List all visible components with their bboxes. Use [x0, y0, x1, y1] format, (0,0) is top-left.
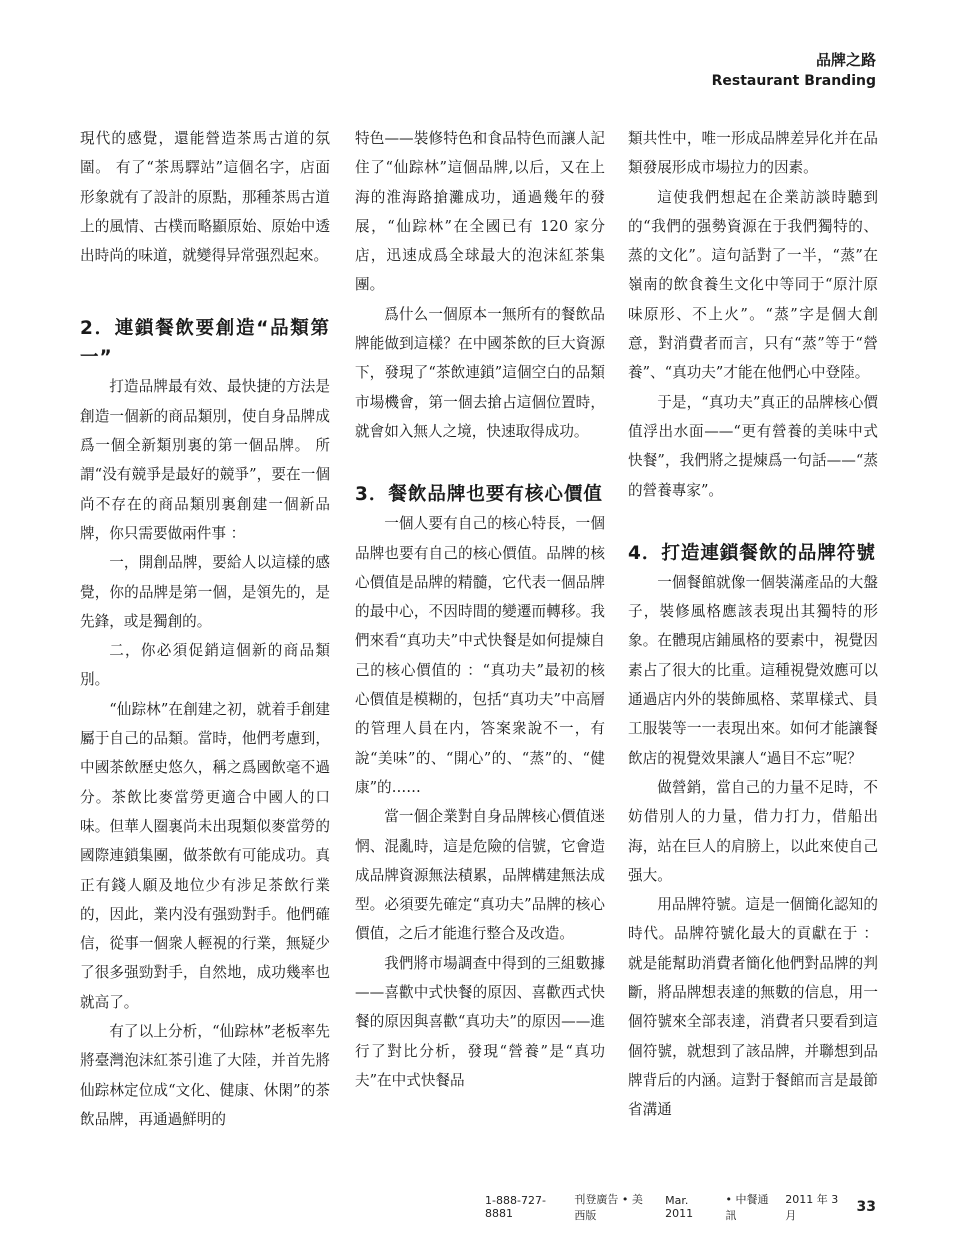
paragraph: 一個餐館就像一個裝滿產品的大盤子，裝修風格應該表現出其獨特的形象。在體現店鋪風格的要素中，視覺因素占了很大的比重。這種視覺效應可以通過店内外的裝飾風格、菜單樣式、員工服裝等一一表現出來。如何才能讓餐飲店的視覺效果讓人“過目不忘”呢？ [628, 573, 878, 767]
paragraph: 現代的感覺，還能營造茶馬古道的氛圍。 有了“茶馬驛站”這個名字，店面形象就有了設計的原點，那種茶馬古道上的風情、古樸而略顯原始、原始中透出時尚的味道，就變得异常强烈起來。 [80, 130, 330, 265]
paragraph: 一，開創品牌，要給人以這樣的感覺，你的品牌是第一個，是領先的，是先鋒，或是獨創的。 [80, 554, 330, 630]
paragraph: 于是，“真功夫”真正的品牌核心價值浮出水面——“更有營養的美味中式快餐”，我們將之提煉爲一句話——“蒸的營養專家”。 [628, 393, 878, 499]
paragraph: 特色——裝修特色和食品特色而讓人記住了“仙踪林”這個品牌,以后，又在上海的淮海路搶灘成功，通過幾年的發展，“仙踪林”在全國已有 120 家分店，迅速成爲全球最大的泡沫紅茶集團。 [355, 130, 605, 294]
paragraph: “仙踪林”在創建之初，就着手創建屬于自己的品類。當時，他們考慮到，中國茶飲歷史悠久，稱之爲國飲毫不過分。茶飲比麥當勞更適合中國人的口味。但華人圈裏尚未出現類似麥當勞的國際連鎖集團，做茶飲有可能成功。真正有錢人願及地位少有涉足茶飲行業的，因此，業内没有强勁對手。他們確信，從事一個衆人輕視的行業，無疑少了很多强勁對手，自然地，成功幾率也就高了。 [80, 700, 330, 1011]
section-heading: 4．打造連鎖餐飲的品牌符號 [628, 542, 876, 564]
footer-phone: 1-888-727-8881 [485, 1194, 546, 1220]
paragraph: 打造品牌最有效、最快捷的方法是創造一個新的商品類別，使自身品牌成爲一個全新類別裏的第一個品牌。 所謂“没有競爭是最好的競爭”，要在一個尚不存在的商品類別裏創建一個新品牌，你只需要做兩件事 ： [80, 378, 330, 542]
paragraph: 二，你必須促銷這個新的商品類別。 [80, 642, 330, 689]
page-footer [485, 1193, 876, 1222]
paragraph: 用品牌符號。這是一個簡化認知的時代。品牌符號化最大的貢獻在于 ：就是能幫助消費者簡化他們對品牌的判斷，將品牌想表達的無數的信息，用一個符號來全部表達，消費者只要看到這個符號，就想到了該品牌，并聯想到品牌背后的内涵。這對于餐館而言是最節省溝通 [628, 896, 878, 1119]
paragraph: 做營銷，當自己的力量不足時，不妨借別人的力量，借力打力，借船出海，站在巨人的肩膀上，以此來使自己强大。 [628, 778, 878, 884]
section-subtitle: Restaurant Branding [711, 73, 876, 89]
page-header [712, 50, 876, 92]
footer-issue-zh: 2011 年 3 月 [785, 1193, 839, 1222]
footer-magazine: • 中餐通訊 [725, 1193, 769, 1222]
footer-ad-label: 刊登廣告 • 美西版 [574, 1193, 643, 1222]
paragraph: 類共性中，唯一形成品牌差异化并在品類發展形成市場拉力的因素。 [628, 130, 878, 177]
section-heading: 3．餐飲品牌也要有核心價值 [355, 484, 603, 506]
text-column-3 [628, 124, 878, 1125]
page-number: 33 [856, 1199, 876, 1215]
paragraph: 當一個企業對自身品牌核心價值迷惘、混亂時，這是危險的信號，它會造成品牌資源無法積累，品牌構建無法成型。必須要先確定“真功夫”品牌的核心價值，之后才能進行整合及改造。 [355, 808, 605, 943]
section-heading: 2．連鎖餐飲要創造“品類第一” [80, 318, 330, 369]
section-title: 品牌之路 [815, 51, 876, 69]
text-column-1 [80, 124, 330, 1134]
paragraph: 有了以上分析，“仙踪林”老板率先將臺灣泡沫紅茶引進了大陸，并首先將仙踪林定位成“文化、健康、休閑”的茶飲品牌，再通過鮮明的 [80, 1023, 330, 1128]
paragraph: 一個人要有自己的核心特長，一個品牌也要有自己的核心價值。品牌的核心價值是品牌的精髓，它代表一個品牌的最中心，不因時間的變遷而轉移。我們來看“真功夫”中式快餐是如何提煉自己的核心價值的 ：“真功夫”最初的核心價值是模糊的，包括“真功夫”中高層的管理人員在内，答案衆說不一，有說“美味”的、“開心”的、“蒸”的、“健康”的…… [355, 515, 605, 796]
paragraph: 我們將市場調查中得到的三組數據——喜歡中式快餐的原因、喜歡西式快餐的原因與喜歡“真功夫”的原因——進行了對比分析，發現“營養”是“真功夫”在中式快餐品 [355, 954, 605, 1089]
paragraph: 這使我們想起在企業訪談時聽到的“我們的强勢資源在于我們獨特的、蒸的文化”。這句話對了一半，“蒸”在嶺南的飲食養生文化中等同于“原汁原味原形、不上火”。“蒸”字是個大創意，對消費者而言，只有“蒸”等于“營養”、“真功夫”才能在他們心中登陸。 [628, 188, 878, 382]
footer-issue-en: Mar. 2011 [665, 1194, 694, 1220]
text-column-2 [355, 124, 605, 1095]
paragraph: 爲什么一個原本一無所有的餐飲品牌能做到這樣？在中國茶飲的巨大資源下，發現了“茶飲連鎖”這個空白的品類市場機會，第一個去搶占這個位置時，就會如入無人之境，快速取得成功。 [355, 305, 605, 440]
